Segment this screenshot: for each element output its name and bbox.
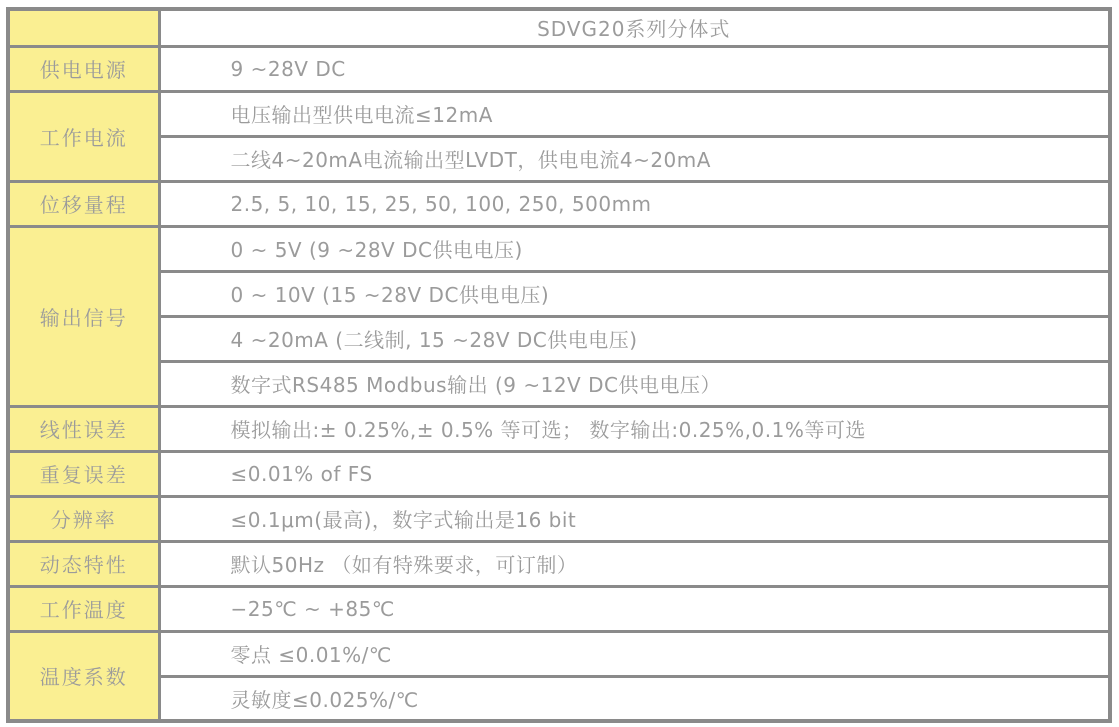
spec-label-cell: 分辨率	[8, 496, 159, 541]
spec-label-cell: 位移量程	[8, 181, 159, 226]
table-row	[8, 361, 1110, 406]
spec-label-cell: 动态特性	[8, 541, 159, 586]
spec-value-cell: 电压输出型供电电流≤12mA	[159, 91, 1110, 136]
spec-table-container	[6, 7, 1112, 723]
spec-value-cell: 4 ~20mA (二线制, 15 ~28V DC供电电压)	[159, 316, 1110, 361]
spec-value-cell: ≤0.1μm(最高)，数字式输出是16 bit	[159, 496, 1110, 541]
spec-label-cell: 供电电源	[8, 46, 159, 91]
spec-value-cell: 0 ~ 10V (15 ~28V DC供电电压)	[159, 271, 1110, 316]
table-row	[8, 586, 1110, 631]
spec-label-cell: 工作电流	[8, 91, 159, 181]
table-row	[8, 676, 1110, 721]
table-row	[8, 271, 1110, 316]
product-series-title: SDVG20系列分体式	[159, 9, 1110, 46]
table-row	[8, 316, 1110, 361]
spec-value-cell: 2.5, 5, 10, 15, 25, 50, 100, 250, 500mm	[159, 181, 1110, 226]
spec-value-cell: 0 ~ 5V (9 ~28V DC供电电压)	[159, 226, 1110, 271]
spec-label-cell: 温度系数	[8, 631, 159, 721]
spec-value-cell: ≤0.01% of FS	[159, 451, 1110, 496]
spec-value-cell: 数字式RS485 Modbus输出 (9 ~12V DC供电电压）	[159, 361, 1110, 406]
spec-value-cell: 灵敏度≤0.025%/℃	[159, 676, 1110, 721]
table-row	[8, 91, 1110, 136]
header-empty-cell	[8, 9, 159, 46]
spec-table	[6, 7, 1112, 723]
spec-value-cell: 二线4~20mA电流输出型LVDT，供电电流4~20mA	[159, 136, 1110, 181]
table-header-row	[8, 9, 1110, 46]
spec-label-cell: 工作温度	[8, 586, 159, 631]
table-row	[8, 451, 1110, 496]
table-row	[8, 631, 1110, 676]
spec-value-cell: 默认50Hz （如有特殊要求，可订制）	[159, 541, 1110, 586]
spec-label-cell: 输出信号	[8, 226, 159, 406]
spec-label-cell: 线性误差	[8, 406, 159, 451]
spec-label-cell: 重复误差	[8, 451, 159, 496]
table-row	[8, 136, 1110, 181]
spec-value-cell: 9 ~28V DC	[159, 46, 1110, 91]
spec-value-cell: 模拟输出:± 0.25%,± 0.5% 等可选； 数字输出:0.25%,0.1%等可选	[159, 406, 1110, 451]
table-row	[8, 181, 1110, 226]
spec-value-cell: −25℃ ~ +85℃	[159, 586, 1110, 631]
table-row	[8, 46, 1110, 91]
table-row	[8, 406, 1110, 451]
table-row	[8, 496, 1110, 541]
table-row	[8, 226, 1110, 271]
spec-value-cell: 零点 ≤0.01%/℃	[159, 631, 1110, 676]
table-row	[8, 541, 1110, 586]
